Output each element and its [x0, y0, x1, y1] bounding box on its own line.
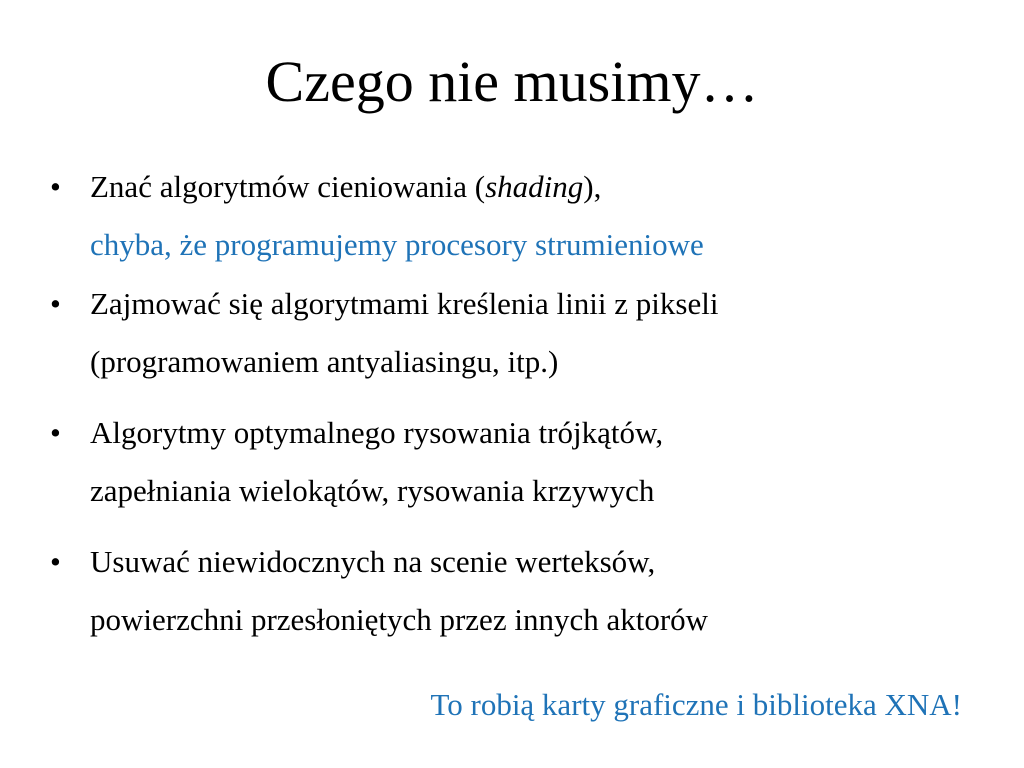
- slide-title: Czego nie musimy…: [265, 49, 759, 114]
- bullet-line: powierzchni przesłoniętych przez innych aktorów: [90, 602, 709, 637]
- bullet-line: Usuwać niewidocznych na scenie werteksów,: [90, 544, 656, 579]
- bullet-text: ),: [583, 169, 602, 204]
- bullet-symbol: •: [50, 169, 61, 204]
- bullet-symbol: •: [50, 544, 61, 579]
- bullet-symbol: •: [50, 415, 61, 450]
- bullet-symbol: •: [50, 286, 61, 321]
- bullet-text: Znać algorytmów cieniowania (: [90, 169, 486, 204]
- slide-footer-note: To robią karty graficzne i biblioteka XNA!: [430, 687, 962, 722]
- bullet-line: (programowaniem antyaliasingu, itp.): [90, 344, 559, 379]
- bullet-line: [90, 158, 601, 216]
- bullet-italic-term: shading: [485, 169, 584, 204]
- bullet-line: Zajmować się algorytmami kreślenia linii z pikseli: [90, 286, 719, 321]
- bullet-line: zapełniania wielokątów, rysowania krzywych: [90, 473, 655, 508]
- bullet-line: Algorytmy optymalnego rysowania trójkątów,: [90, 415, 664, 450]
- bullet-note-blue: chyba, że programujemy procesory strumieniowe: [90, 227, 704, 262]
